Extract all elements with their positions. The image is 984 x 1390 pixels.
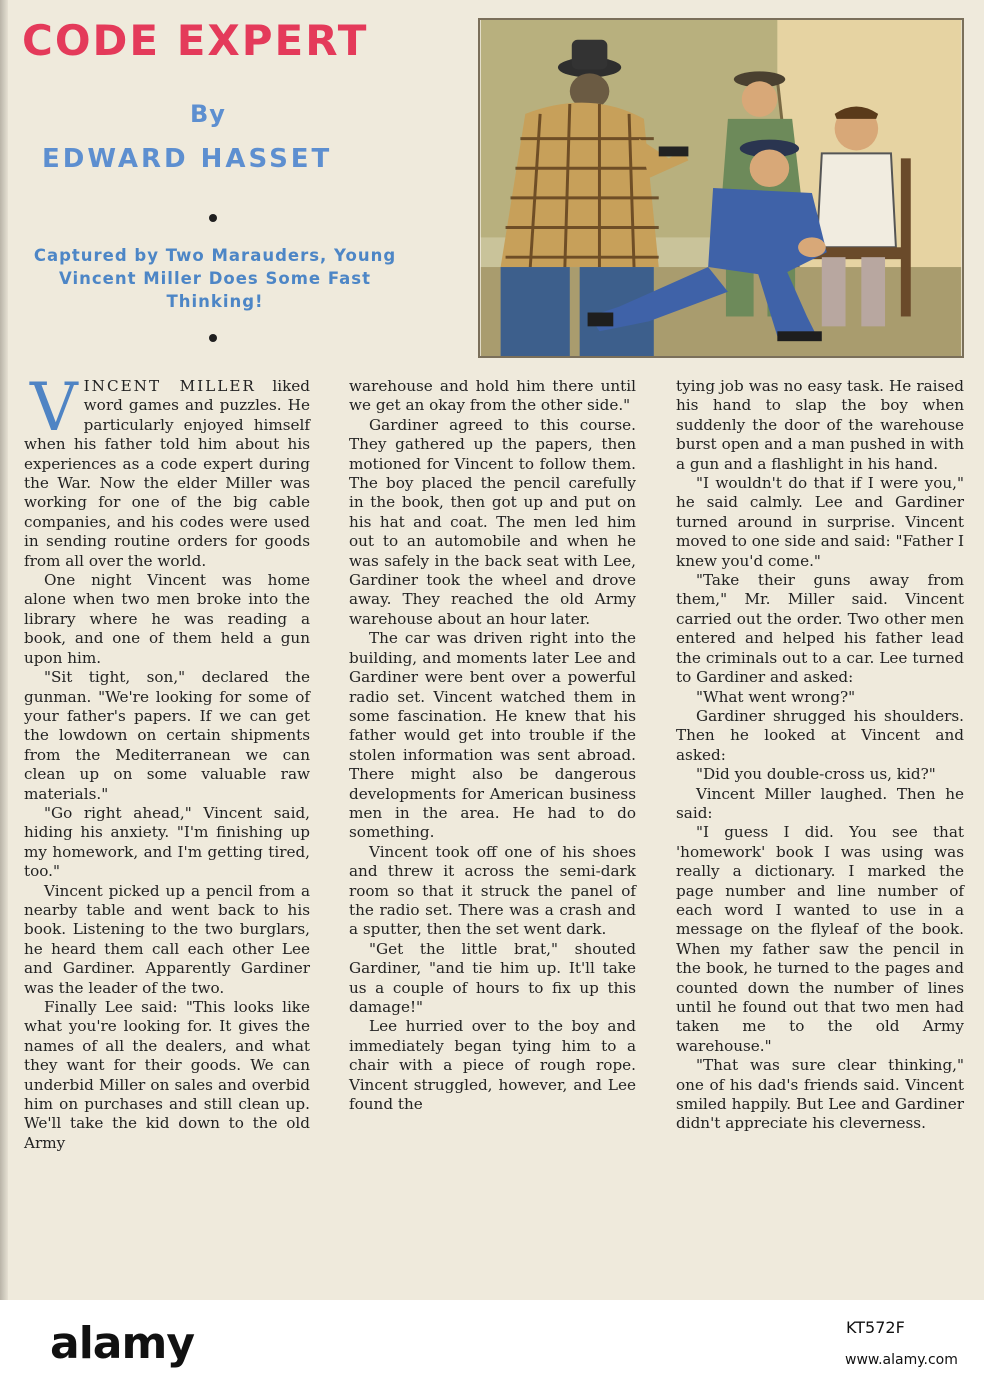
- alamy-logo: alamy: [50, 1318, 194, 1369]
- paragraph: "Did you double-cross us, kid?": [696, 765, 936, 784]
- paragraph: [24, 369, 310, 571]
- bullet-icon: [209, 214, 217, 222]
- paragraph: "Get the little brat," shouted Gardiner, "and tie him up. It'll take us a couple of hours to fix up this damage!": [349, 939, 636, 1016]
- paragraph: One night Vincent was home alone when two men broke into the library where he was reading a book, and one of them held a gun upon him.: [24, 571, 310, 667]
- paragraph: Gardiner shrugged his shoulders. Then he looked at Vincent and asked:: [676, 706, 964, 764]
- story-title: CODE EXPERT: [22, 16, 369, 65]
- article-column-3: [676, 377, 964, 1134]
- paragraph: "Go right ahead," Vincent said, hiding his anxiety. "I'm finishing up my homework, and I'm getting tired, too.": [24, 803, 310, 881]
- drop-cap: V: [30, 369, 78, 446]
- byline-prefix: By: [190, 100, 226, 128]
- lead-in-caps: INCENT MILLER: [83, 377, 256, 395]
- paragraph: Finally Lee said: "This looks like what you're looking for. It gives the names of all the dealers, and what they want for their goods. We can underbid Miller on sales and overbid him on purchases and still clean up. We'll take the kid down to the old Army: [24, 998, 310, 1152]
- paragraph: Vincent picked up a pencil from a nearby table and went back to his book. Listening to the two burglars, he heard them call each other Lee and Gardiner. Apparently Gardiner was the leader of the two.: [24, 881, 310, 997]
- paragraph: Vincent Miller laughed. Then he said:: [676, 784, 964, 822]
- paragraph: Lee hurried over to the boy and immediately began tying him to a chair with a piece of rough rope. Vincent struggled, however, and Lee found the: [349, 1017, 636, 1114]
- paragraph: "Take their guns away from them," Mr. Miller said. Vincent carried out the order. Two other men entered and helped his father lead the criminals out to a car. Lee turned to Gardiner and asked:: [676, 571, 964, 687]
- paragraph: tying job was no easy task. He raised his hand to slap the boy when suddenly the door of the warehouse burst open and a man pushed in with a gun and a flashlight in his hand.: [676, 377, 964, 473]
- author-name: EDWARD HASSET: [42, 144, 333, 174]
- image-id: KT572F: [846, 1318, 905, 1337]
- paragraph: "Sit tight, son," declared the gunman. "We're looking for some of your father's papers. If we can get the lowdown on certain shipments from the Mediterranean we can clean up on some valuable raw materials.": [24, 668, 310, 803]
- site-url: www.alamy.com: [845, 1352, 958, 1368]
- paragraph: "That was sure clear thinking," one of his dad's friends said. Vincent smiled happily. But Lee and Gardiner didn't appreciate his cleverness.: [676, 1056, 964, 1133]
- paragraph: "I wouldn't do that if I were you," he said calmly. Lee and Gardiner turned around in surprise. Vincent moved to one side and said: "Father I knew you'd come.": [676, 474, 964, 570]
- paragraph-text: liked word games and puzzles. He particularly enjoyed himself when his father told him about his experiences as a code expert during the War. Now the elder Miller was working for one of the big cable companies, and his codes were used in sending routine orders for goods from all over the world.: [24, 377, 310, 570]
- story-teaser: Captured by Two Marauders, Young Vincent Miller Does Some Fast Thinking!: [33, 246, 397, 311]
- paragraph: "What went wrong?": [696, 687, 856, 706]
- article-column-2: [349, 377, 636, 1114]
- paragraph: "I guess I did. You see that 'homework' book I was using was really a dictionary. I marked the page number and line number of each word I wanted to use in a message on the flyleaf of the book. When my father saw the pencil in the book, he turned to the pages and counted down the number of lines until he found out that two men had taken me to the old Army warehouse.": [676, 823, 964, 1055]
- bullet-icon: [209, 334, 217, 342]
- paragraph: The car was driven right into the building, and moments later Lee and Gardiner were bent over a powerful radio set. Vincent watched them in some fascination. He knew that his father would get into trouble if the stolen information was sent abroad. There might also be dangerous developments for American business men in the area. He had to do something.: [349, 629, 636, 842]
- paragraph: Vincent took off one of his shoes and threw it across the semi-dark room so that it struck the panel of the radio set. There was a crash and a sputter, then the set went dark.: [349, 842, 636, 939]
- article-column-1: [24, 369, 310, 1153]
- paragraph: Gardiner agreed to this course. They gathered up the papers, then motioned for Vincent to follow them. The boy placed the pencil carefully in the book, then got up and put on his hat and coat. The men led him out to an automobile and when he was safely in the back seat with Lee, Gardiner took the wheel and drove away. They reached the old Army warehouse about an hour later.: [349, 415, 636, 628]
- paragraph: warehouse and hold him there until we get an okay from the other side.": [349, 377, 636, 415]
- page-edge: [0, 0, 8, 1300]
- crime-scene-illustration-icon: [478, 18, 964, 358]
